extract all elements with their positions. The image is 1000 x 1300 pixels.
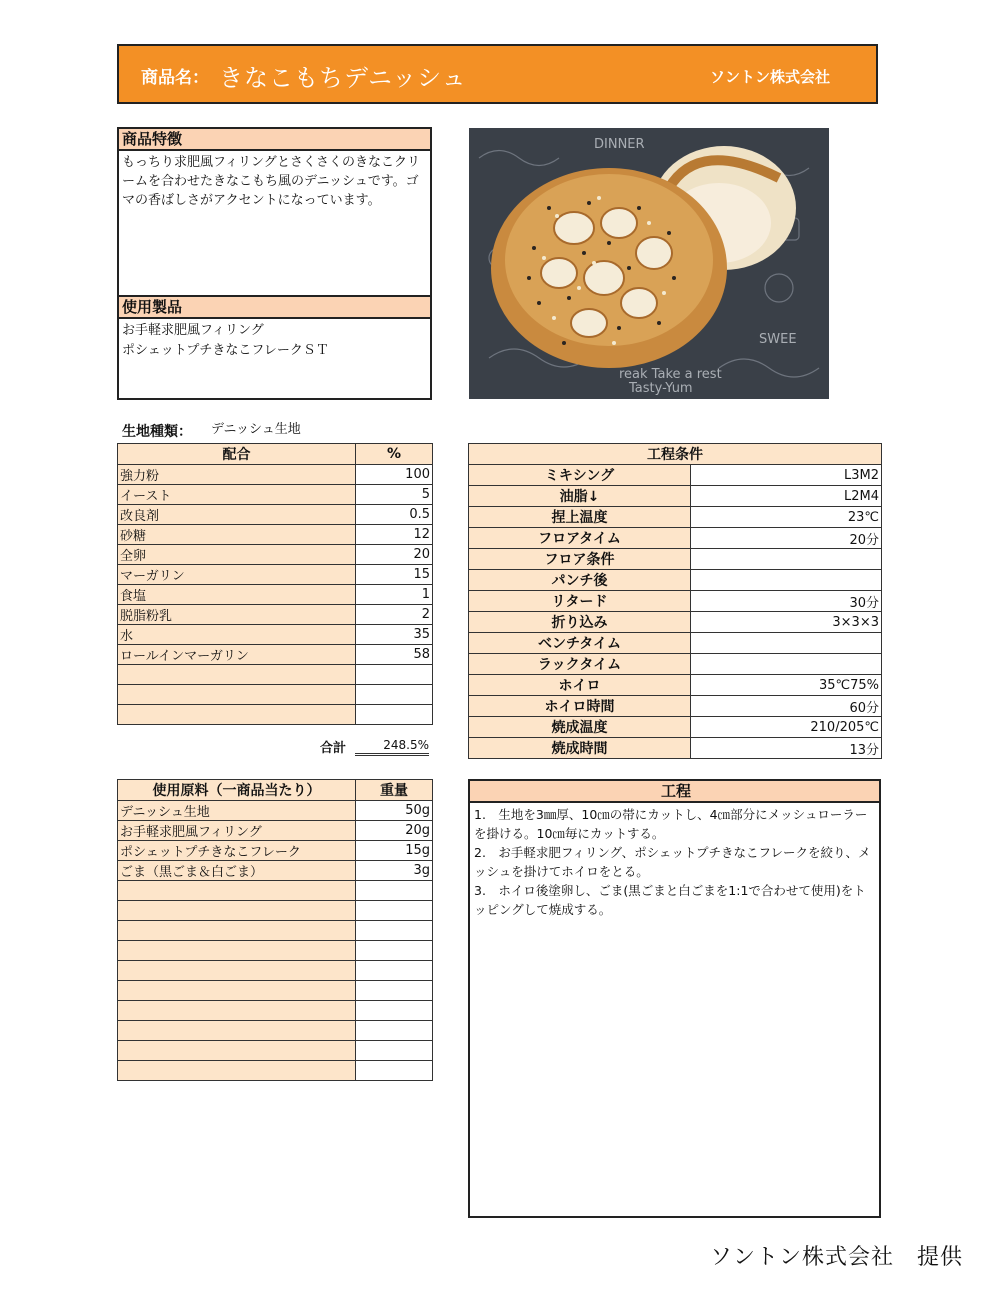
material-name	[118, 921, 356, 941]
table-row	[118, 861, 433, 881]
formula-header-percent: %	[356, 444, 433, 465]
table-row	[469, 654, 882, 675]
table-row	[118, 545, 433, 565]
ingredient-percent: 58	[356, 645, 433, 665]
products-list	[119, 319, 430, 363]
material-weight	[356, 901, 433, 921]
ingredient-percent: 5	[356, 485, 433, 505]
table-row	[118, 1021, 433, 1041]
table-row	[118, 881, 433, 901]
ingredient-percent: 0.5	[356, 505, 433, 525]
material-name	[118, 941, 356, 961]
table-row	[469, 696, 882, 717]
material-weight	[356, 941, 433, 961]
ingredient-name: 全卵	[118, 545, 356, 565]
table-row	[469, 717, 882, 738]
ingredient-name: 水	[118, 625, 356, 645]
condition-name: フロア条件	[469, 549, 691, 570]
table-row	[118, 565, 433, 585]
condition-name: 焼成時間	[469, 738, 691, 759]
table-row	[469, 528, 882, 549]
condition-name: フロアタイム	[469, 528, 691, 549]
material-weight	[356, 981, 433, 1001]
material-name	[118, 901, 356, 921]
ingredient-name: 改良剤	[118, 505, 356, 525]
condition-value: 30分	[691, 591, 882, 612]
ingredient-percent: 12	[356, 525, 433, 545]
material-weight	[356, 961, 433, 981]
condition-name: 折り込み	[469, 612, 691, 633]
table-row	[118, 465, 433, 485]
condition-value: 3×3×3	[691, 612, 882, 633]
table-row	[118, 525, 433, 545]
conditions-heading: 工程条件	[469, 444, 882, 465]
products-heading: 使用製品	[119, 297, 430, 319]
material-name	[118, 1021, 356, 1041]
material-weight	[356, 921, 433, 941]
condition-value: L2M4	[691, 486, 882, 507]
ingredient-percent	[356, 685, 433, 705]
table-row	[118, 685, 433, 705]
condition-value	[691, 633, 882, 654]
table-row	[469, 591, 882, 612]
table-row	[118, 1061, 433, 1081]
condition-name: 油脂↓	[469, 486, 691, 507]
process-step: 2. お手軽求肥フィリング、ポシェットプチきなこフレークを絞り、メッシュを掛けてホイロをとる。	[474, 845, 871, 879]
product-name: きなこもちデニッシュ	[219, 64, 467, 92]
dough-type-label: 生地種類：	[122, 424, 192, 440]
ingredient-name	[118, 665, 356, 685]
product-header	[117, 44, 878, 104]
material-weight	[356, 1041, 433, 1061]
table-row	[118, 665, 433, 685]
product-name-label: 商品名：	[141, 68, 209, 88]
features-heading: 商品特徴	[119, 129, 430, 151]
table-row	[118, 921, 433, 941]
formula-header-row	[118, 444, 433, 465]
ingredient-name: マーガリン	[118, 565, 356, 585]
product-item: ポシェットプチきなこフレークＳＴ	[122, 343, 329, 358]
features-text: もっちり求肥風フィリングとさくさくのきなこクリームを合わせたきなこもち風のデニッシュです。ゴマの香ばしさがアクセントになっています。	[122, 155, 420, 208]
ingredient-percent: 35	[356, 625, 433, 645]
svg-text:SWEE: SWEE	[759, 332, 797, 347]
materials-table	[117, 779, 433, 1081]
ingredient-percent: 100	[356, 465, 433, 485]
ingredient-name: 食塩	[118, 585, 356, 605]
table-row	[469, 549, 882, 570]
table-row	[469, 465, 882, 486]
material-name: デニッシュ生地	[118, 801, 356, 821]
ingredient-percent	[356, 665, 433, 685]
table-row	[118, 705, 433, 725]
ingredient-percent: 1	[356, 585, 433, 605]
material-name	[118, 1001, 356, 1021]
material-name: お手軽求肥風フィリング	[118, 821, 356, 841]
table-row	[118, 841, 433, 861]
products-box	[117, 295, 432, 400]
table-row	[118, 901, 433, 921]
table-row	[118, 961, 433, 981]
table-row	[118, 821, 433, 841]
table-row	[118, 645, 433, 665]
material-weight	[356, 1001, 433, 1021]
condition-name: 焼成温度	[469, 717, 691, 738]
condition-value	[691, 654, 882, 675]
table-row	[118, 981, 433, 1001]
condition-name: ミキシング	[469, 465, 691, 486]
table-row	[118, 605, 433, 625]
ingredient-percent: 2	[356, 605, 433, 625]
condition-value: L3M2	[691, 465, 882, 486]
material-weight: 20g	[356, 821, 433, 841]
svg-text:Tasty-Yum: Tasty-Yum	[629, 381, 693, 396]
process-heading: 工程	[470, 781, 879, 803]
condition-name: パンチ後	[469, 570, 691, 591]
condition-name: ホイロ	[469, 675, 691, 696]
table-row	[118, 801, 433, 821]
table-row	[118, 505, 433, 525]
ingredient-name: ロールインマーガリン	[118, 645, 356, 665]
svg-text:DINNER: DINNER	[594, 137, 645, 152]
condition-value: 13分	[691, 738, 882, 759]
materials-header-row	[118, 780, 433, 801]
danish-bread-photo	[469, 128, 829, 399]
table-row	[118, 485, 433, 505]
table-row	[469, 507, 882, 528]
table-row	[469, 486, 882, 507]
condition-value: 35℃75%	[691, 675, 882, 696]
condition-value	[691, 570, 882, 591]
ingredient-percent: 20	[356, 545, 433, 565]
condition-name: ホイロ時間	[469, 696, 691, 717]
material-name	[118, 981, 356, 1001]
material-name	[118, 1041, 356, 1061]
condition-value: 20分	[691, 528, 882, 549]
ingredient-name: 砂糖	[118, 525, 356, 545]
dough-type-value: デニッシュ生地	[211, 422, 301, 437]
process-conditions-table	[468, 443, 882, 759]
ingredient-percent	[356, 705, 433, 725]
table-row	[118, 585, 433, 605]
table-row	[118, 1041, 433, 1061]
table-row	[469, 675, 882, 696]
condition-value: 210/205℃	[691, 717, 882, 738]
formula-header-ingredient: 配合	[118, 444, 356, 465]
total-label: 合計	[320, 741, 347, 756]
condition-value	[691, 549, 882, 570]
material-weight: 3g	[356, 861, 433, 881]
condition-value: 23℃	[691, 507, 882, 528]
table-row	[469, 633, 882, 654]
condition-name: 捏上温度	[469, 507, 691, 528]
material-name: ポシェットプチきなこフレーク	[118, 841, 356, 861]
material-weight	[356, 1061, 433, 1081]
svg-text:reak Take a rest: reak Take a rest	[619, 367, 722, 382]
condition-name: ベンチタイム	[469, 633, 691, 654]
materials-header-name: 使用原料（一商品当たり）	[118, 780, 356, 801]
process-box	[468, 779, 881, 1218]
condition-name: リタード	[469, 591, 691, 612]
company-name: ソントン株式会社	[709, 68, 830, 86]
material-name: ごま（黒ごま＆白ごま）	[118, 861, 356, 881]
process-steps	[470, 803, 879, 921]
material-weight	[356, 881, 433, 901]
ingredient-name: イースト	[118, 485, 356, 505]
ingredient-name	[118, 705, 356, 725]
table-row	[118, 1001, 433, 1021]
material-name	[118, 961, 356, 981]
material-name	[118, 881, 356, 901]
material-weight	[356, 1021, 433, 1041]
formula-table	[117, 443, 433, 725]
table-row	[469, 738, 882, 759]
ingredient-name	[118, 685, 356, 705]
materials-header-weight: 重量	[356, 780, 433, 801]
conditions-header-row	[469, 444, 882, 465]
footer-credit: ソントン株式会社 提供	[710, 1245, 964, 1270]
material-weight: 50g	[356, 801, 433, 821]
ingredient-name: 脱脂粉乳	[118, 605, 356, 625]
table-row	[118, 941, 433, 961]
table-row	[469, 612, 882, 633]
condition-name: ラックタイム	[469, 654, 691, 675]
features-box	[117, 127, 432, 297]
ingredient-percent: 15	[356, 565, 433, 585]
process-step: 1. 生地を3㎜厚、10㎝の帯にカットし、4㎝部分にメッシュローラーを掛ける。10㎝毎にカットする。	[474, 807, 868, 841]
total-value: 248.5%	[355, 737, 429, 756]
material-name	[118, 1061, 356, 1081]
condition-value: 60分	[691, 696, 882, 717]
table-row	[469, 570, 882, 591]
process-step: 3. ホイロ後塗卵し、ごま(黒ごまと白ごまを1:1で合わせて使用)をトッピングして焼成する。	[474, 883, 866, 917]
table-row	[118, 625, 433, 645]
product-item: お手軽求肥風フィリング	[122, 323, 264, 338]
ingredient-name: 強力粉	[118, 465, 356, 485]
material-weight: 15g	[356, 841, 433, 861]
